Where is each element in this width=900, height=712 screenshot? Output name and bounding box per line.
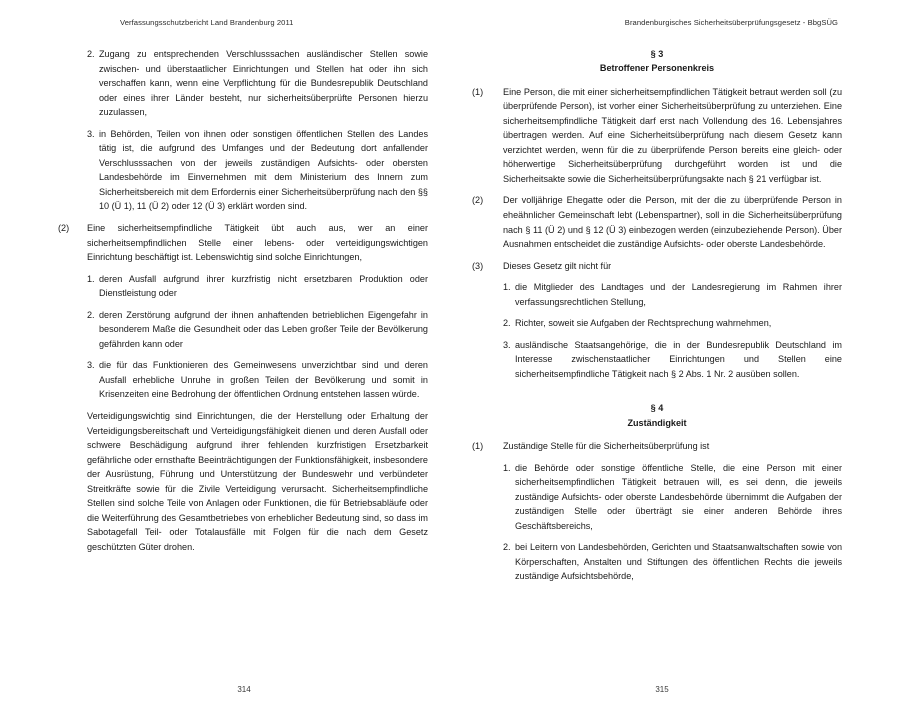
list-item-marker: 3. — [87, 360, 95, 371]
list-item-marker: 2. — [503, 318, 511, 329]
list-item-marker: 2. — [87, 49, 95, 59]
list-item-marker: 3. — [87, 128, 95, 139]
clause-text: Zuständige Stelle für die Sicherheitsüberprüfung ist — [503, 441, 710, 452]
list-item — [87, 358, 428, 402]
body-paragraph-text: Verteidigungswichtig sind Einrichtungen, die der Herstellung oder Erhaltung der Verteidigungsbereitschaft und Verteidigungsfähigkeit dienen und deren Ausfall oder schwere Beschädigung aufgrund ihrer fehlenden kurzfristigen Ersetzbarkeit gefährliche oder ernsthafte Beeinträchtigungen der Funktionsfähigkeit, insbesondere der Ausrüstung, Führung und Unterstützung der Bundeswehr und verbündeter Streitkräfte sowie für die Zivile Verteidigung verursacht. Sicherheitsempfindliche Stellen sind solche Teile von Anlagen oder Funktionen, die für Betriebsabläufe oder die Weiterführung des Gesamtbetriebes von erheblicher Bedeutung sind, so dass im Sabotagefall Teil- oder Totalausfälle mit Folgen für die nach dem Gesetz geschützten Güter drohen. — [87, 411, 428, 552]
list-item-text: die für das Funktionieren des Gemeinwesens unverzichtbar sind und deren Ausfall erhebliche Unruhe in großen Teilen der Bevölkerung und somit in Krisenzeiten eine Bedrohung der öffentlichen Ordnung entstehen lassen würde. — [99, 360, 428, 400]
clause-marker: (2) — [58, 223, 70, 234]
list-item-text: die Mitglieder des Landtages und der Landesregierung im Rahmen ihrer verfassungsrechtlichen Stellung, — [515, 282, 842, 307]
list-item-text: in Behörden, Teilen von ihnen oder sonstigen öffentlichen Stellen des Landes tätig ist, die aufgrund des Umfanges und der Bedeutung dort anfallender Verschlusssachen von der jeweils zuständigen Aufsichts- oder obersten Landesbehörde im Einvernehmen mit dem Ministerium des Innern zum Sicherheitsbereich mit dem Erfordernis einer Sicherheitsüberprüfung nach den §§ 10 (Ü 1), 11 (Ü 2) oder 12 (Ü 3) erklärt worden sind. — [99, 128, 428, 212]
list-item-text: deren Ausfall aufgrund ihrer kurzfristig nicht ersetzbaren Produktion oder Dienstleistung oder — [99, 273, 428, 299]
list-item-text: Zugang zu entsprechenden Verschlusssachen ausländischer Stellen sowie zwischen- und überstaatlicher Einrichtungen und Stellen hat oder ihn sich verschaffen kann, wenn eine Verpflichtung für die Bundesrepublik Deutschland oder eines ihrer Länder besteht, nur sicherheitsüberprüfte Personen hierzu zuzulassen, — [99, 49, 428, 118]
list-item-marker: 3. — [503, 339, 511, 350]
clause-paragraph — [58, 221, 428, 265]
list-item — [87, 127, 428, 214]
clause-text: Dieses Gesetz gilt nicht für — [503, 260, 612, 271]
clause-text: Der volljährige Ehegatte oder die Person, mit der die zu überprüfende Person in eheähnlicher Gemeinschaft lebt (Lebenspartner), soll in die Sicherheitsüberprüfung nach § 11 (Ü 2) und § 12 (Ü 3) einbezogen werden (einzubeziehende Person). Über Ausnahmen entscheidet die zuständige Aufsichts- oder oberste Landesbehörde. — [503, 195, 842, 250]
section-title: Zuständigkeit — [627, 417, 687, 428]
list-item-text: Richter, soweit sie Aufgaben der Rechtsprechung wahrnehmen, — [515, 318, 772, 329]
page-number-right: 315 — [655, 685, 669, 694]
list-item-marker: 1. — [87, 273, 95, 284]
section-heading — [472, 47, 842, 76]
section-symbol: § 3 — [650, 49, 664, 59]
clause-paragraph — [472, 193, 842, 251]
list-item — [503, 316, 842, 331]
list-item — [503, 461, 842, 534]
list-item-text: deren Zerstörung aufgrund der ihnen anhaftenden betrieblichen Eigengefahr in besonderem Maße die Gesundheit oder das Leben großer Teile der Bevölkerung gefährden kann oder — [99, 309, 428, 349]
body-paragraph — [87, 409, 428, 554]
page-right — [450, 0, 900, 712]
body-column-left — [58, 47, 428, 555]
body-column-right — [472, 47, 842, 584]
list-item-marker: 1. — [503, 282, 511, 293]
list-item — [87, 47, 428, 120]
clause-text: Eine Person, die mit einer sicherheitsempfindlichen Tätigkeit betraut werden soll (zu überprüfende Person), ist vorher einer Sicherheitsüberprüfung zu unterziehen. Eine sicherheitsempfindliche Tätigkeit darf erst nach Vollendung des 16. Lebensjahres übertragen werden. Auf eine Sicherheitsüberprüfung nach diesem Gesetz kann verzichtet werden, wenn für die zu überprüfende Person bereits eine gleich- oder höherwertige Sicherheitsüberprüfung durchgeführt worden ist und die Sicherheitsakte sowie die Sicherheitsüberprüfungsakte nach § 21 verfügbar ist. — [503, 86, 842, 184]
clause-paragraph — [472, 259, 842, 274]
page-number-left: 314 — [237, 685, 251, 694]
list-item-marker: 2. — [87, 309, 95, 320]
section-symbol: § 4 — [650, 403, 664, 414]
running-head-left: Verfassungsschutzbericht Land Brandenburg 2011 — [120, 18, 294, 27]
section-title: Betroffener Personenkreis — [599, 63, 715, 74]
list-item-marker: 2. — [503, 542, 511, 553]
clause-marker: (1) — [472, 86, 484, 97]
list-item — [503, 280, 842, 309]
list-item — [87, 308, 428, 352]
running-head-right: Brandenburgisches Sicherheitsüberprüfungsgesetz - BbgSÜG — [624, 18, 838, 27]
list-item-text: bei Leitern von Landesbehörden, Gerichten und Staatsanwaltschaften sowie von Körperschaften, Anstalten und Stiftungen des öffentlichen Rechts die jeweils zuständige Aufsichtsbehörde, — [515, 542, 842, 582]
clause-text: Eine sicherheitsempfindliche Tätigkeit übt auch aus, wer an einer sicherheitsempfindlichen Stelle einer lebens- oder verteidigungswichtigen Einrichtung beschäftigt ist. Lebenswichtig sind solche Einrichtungen, — [87, 223, 428, 263]
list-item-marker: 1. — [503, 462, 511, 473]
section-heading — [472, 401, 842, 430]
list-item-text: ausländische Staatsangehörige, die in der Bundesrepublik Deutschland im Interesse zwischenstaatlicher Einrichtungen und Stellen eine sicherheitsempfindliche Tätigkeit nach § 2 Abs. 1 Nr. 2 ausüben sollen. — [515, 339, 842, 379]
list-item — [503, 338, 842, 382]
clause-marker: (1) — [472, 441, 484, 452]
clause-marker: (3) — [472, 260, 484, 271]
list-item-text: die Behörde oder sonstige öffentliche Stelle, die eine Person mit einer sicherheitsempfindlichen Tätigkeit betrauen will, es sei denn, die jeweils zuständige Aufsichts- oder oberste Landesbehörde übernimmt die Aufgaben der zuständigen Stelle oder überträgt sie einer anderen Behörde ihres Geschäftsbereichs, — [515, 462, 842, 531]
clause-marker: (2) — [472, 195, 484, 206]
clause-paragraph — [472, 85, 842, 187]
list-item — [87, 272, 428, 301]
list-item — [503, 540, 842, 584]
clause-paragraph — [472, 439, 842, 454]
